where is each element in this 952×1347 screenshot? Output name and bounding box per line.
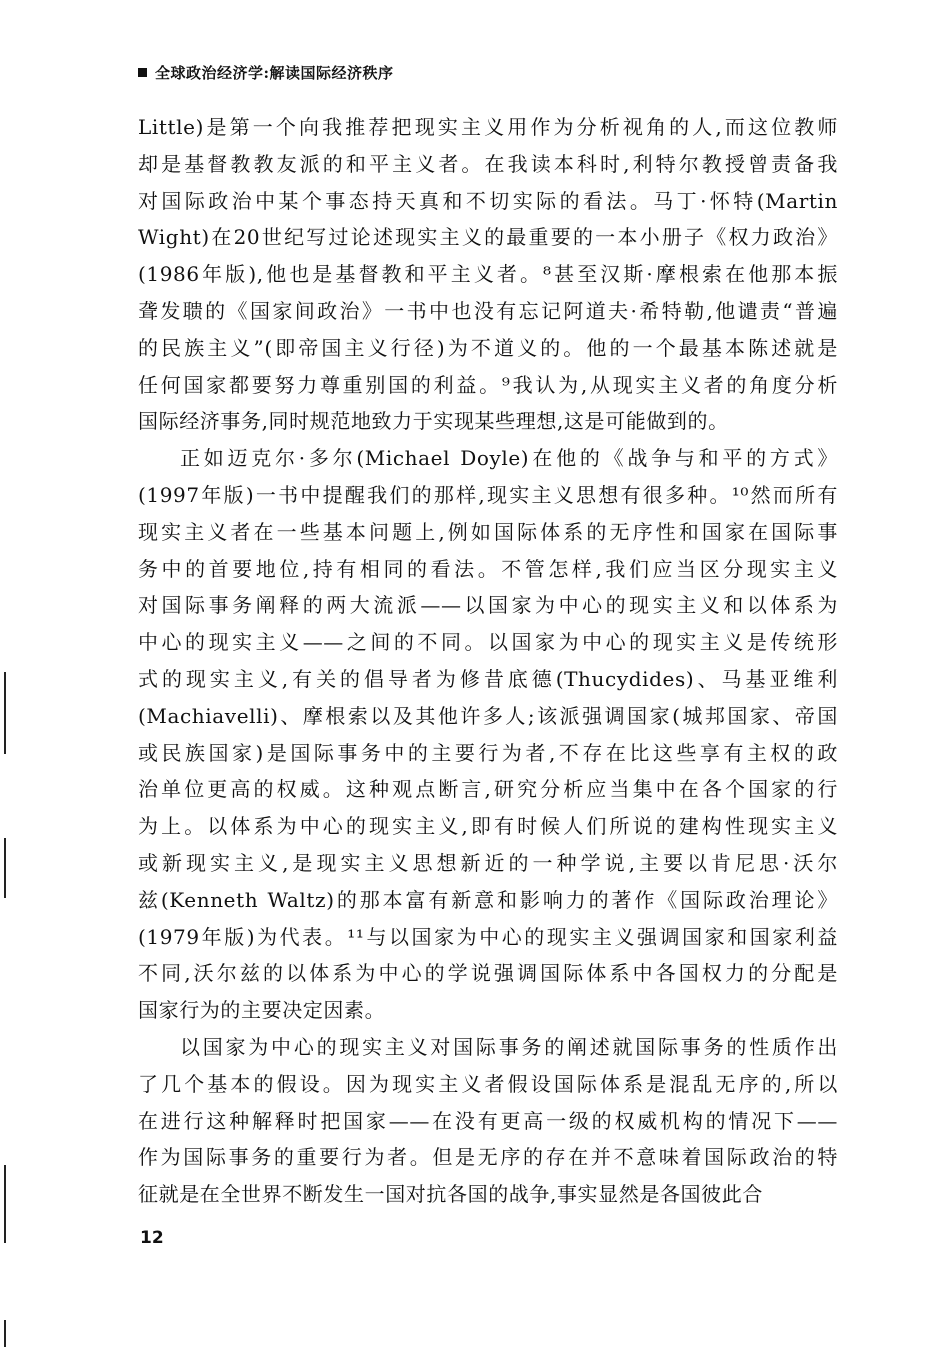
- text-line: 国际经济事务,同时规范地致力于实现某些理想,这是可能做到的。: [138, 409, 729, 434]
- text-line: 务中的首要地位,持有相同的看法。不管怎样,我们应当区分现实主义: [138, 556, 838, 581]
- text-line: 却是基督教教友派的和平主义者。在我读本科时,利特尔教授曾责备我: [138, 151, 838, 176]
- text-line: 聋发聩的《国家间政治》一书中也没有忘记阿道夫·希特勒,他谴责“普遍: [138, 298, 838, 323]
- text-line: 了几个基本的假设。因为现实主义者假设国际体系是混乱无序的,所以: [138, 1071, 838, 1096]
- text-line: 征就是在全世界不断发生一国对抗各国的战争,事实显然是各国彼此合: [138, 1182, 763, 1207]
- scan-edge-mark: [4, 1320, 6, 1347]
- text-line: 任何国家都要努力尊重别国的利益。⁹我认为,从现实主义者的角度分析: [138, 372, 838, 397]
- running-header-title: 全球政治经济学:解读国际经济秩序: [155, 64, 394, 82]
- text-line: 兹(Kenneth Waltz)的那本富有新意和影响力的著作《国际政治理论》: [138, 887, 838, 912]
- text-line: 治单位更高的权威。这种观点断言,研究分析应当集中在各个国家的行: [138, 777, 838, 802]
- text-line: 不同,沃尔兹的以体系为中心的学说强调国际体系中各国权力的分配是: [138, 961, 838, 986]
- text-line: 式的现实主义,有关的倡导者为修昔底德(Thucydides)、马基亚维利: [138, 666, 838, 691]
- text-line: Little)是第一个向我推荐把现实主义用作为分析视角的人,而这位教师: [138, 115, 838, 139]
- scan-edge-mark: [4, 1165, 6, 1243]
- header-square-bullet-icon: [138, 68, 147, 77]
- text-line: 或新现实主义,是现实主义思想新近的一种学说,主要以肯尼思·沃尔: [138, 850, 838, 875]
- text-line: 为上。以体系为中心的现实主义,即有时候人们所说的建构性现实主义: [138, 814, 838, 839]
- text-line: 以国家为中心的现实主义对国际事务的阐述就国际事务的性质作出: [180, 1034, 838, 1059]
- text-line: 在进行这种解释时把国家——在没有更高一级的权威机构的情况下——: [138, 1108, 838, 1133]
- text-line: (Machiavelli)、摩根索以及其他许多人;该派强调国家(城邦国家、帝国: [138, 703, 838, 728]
- scan-edge-mark: [4, 672, 6, 754]
- text-line: (1986年版),他也是基督教和平主义者。⁸甚至汉斯·摩根索在他那本振: [138, 262, 838, 287]
- text-line: 作为国际事务的重要行为者。但是无序的存在并不意味着国际政治的特: [138, 1145, 838, 1170]
- text-line: 的民族主义”(即帝国主义行径)为不道义的。他的一个最基本陈述就是: [138, 335, 838, 360]
- text-line: 国家行为的主要决定因素。: [138, 998, 386, 1023]
- text-line: 或民族国家)是国际事务中的主要行为者,不存在比这些享有主权的政: [138, 740, 838, 765]
- running-header: [138, 62, 394, 83]
- text-line: 中心的现实主义——之间的不同。以国家为中心的现实主义是传统形: [138, 630, 838, 655]
- text-line: 正如迈克尔·多尔(Michael Doyle)在他的《战争与和平的方式》: [180, 446, 838, 471]
- text-line: 现实主义者在一些基本问题上,例如国际体系的无序性和国家在国际事: [138, 519, 838, 544]
- text-line: (1997年版)一书中提醒我们的那样,现实主义思想有很多种。¹⁰然而所有: [138, 482, 838, 507]
- page-body-text: [138, 109, 838, 1213]
- text-line: 对国际事务阐释的两大流派——以国家为中心的现实主义和以体系为: [138, 593, 838, 618]
- text-line: (1979年版)为代表。¹¹与以国家为中心的现实主义强调国家和国家利益: [138, 924, 838, 949]
- page-number: 12: [140, 1228, 164, 1248]
- text-line: Wight)在20世纪写过论述现实主义的最重要的一本小册子《权力政治》: [138, 225, 838, 250]
- text-line: 对国际政治中某个事态持天真和不切实际的看法。马丁·怀特(Martin: [138, 188, 838, 213]
- scan-edge-mark: [4, 838, 6, 898]
